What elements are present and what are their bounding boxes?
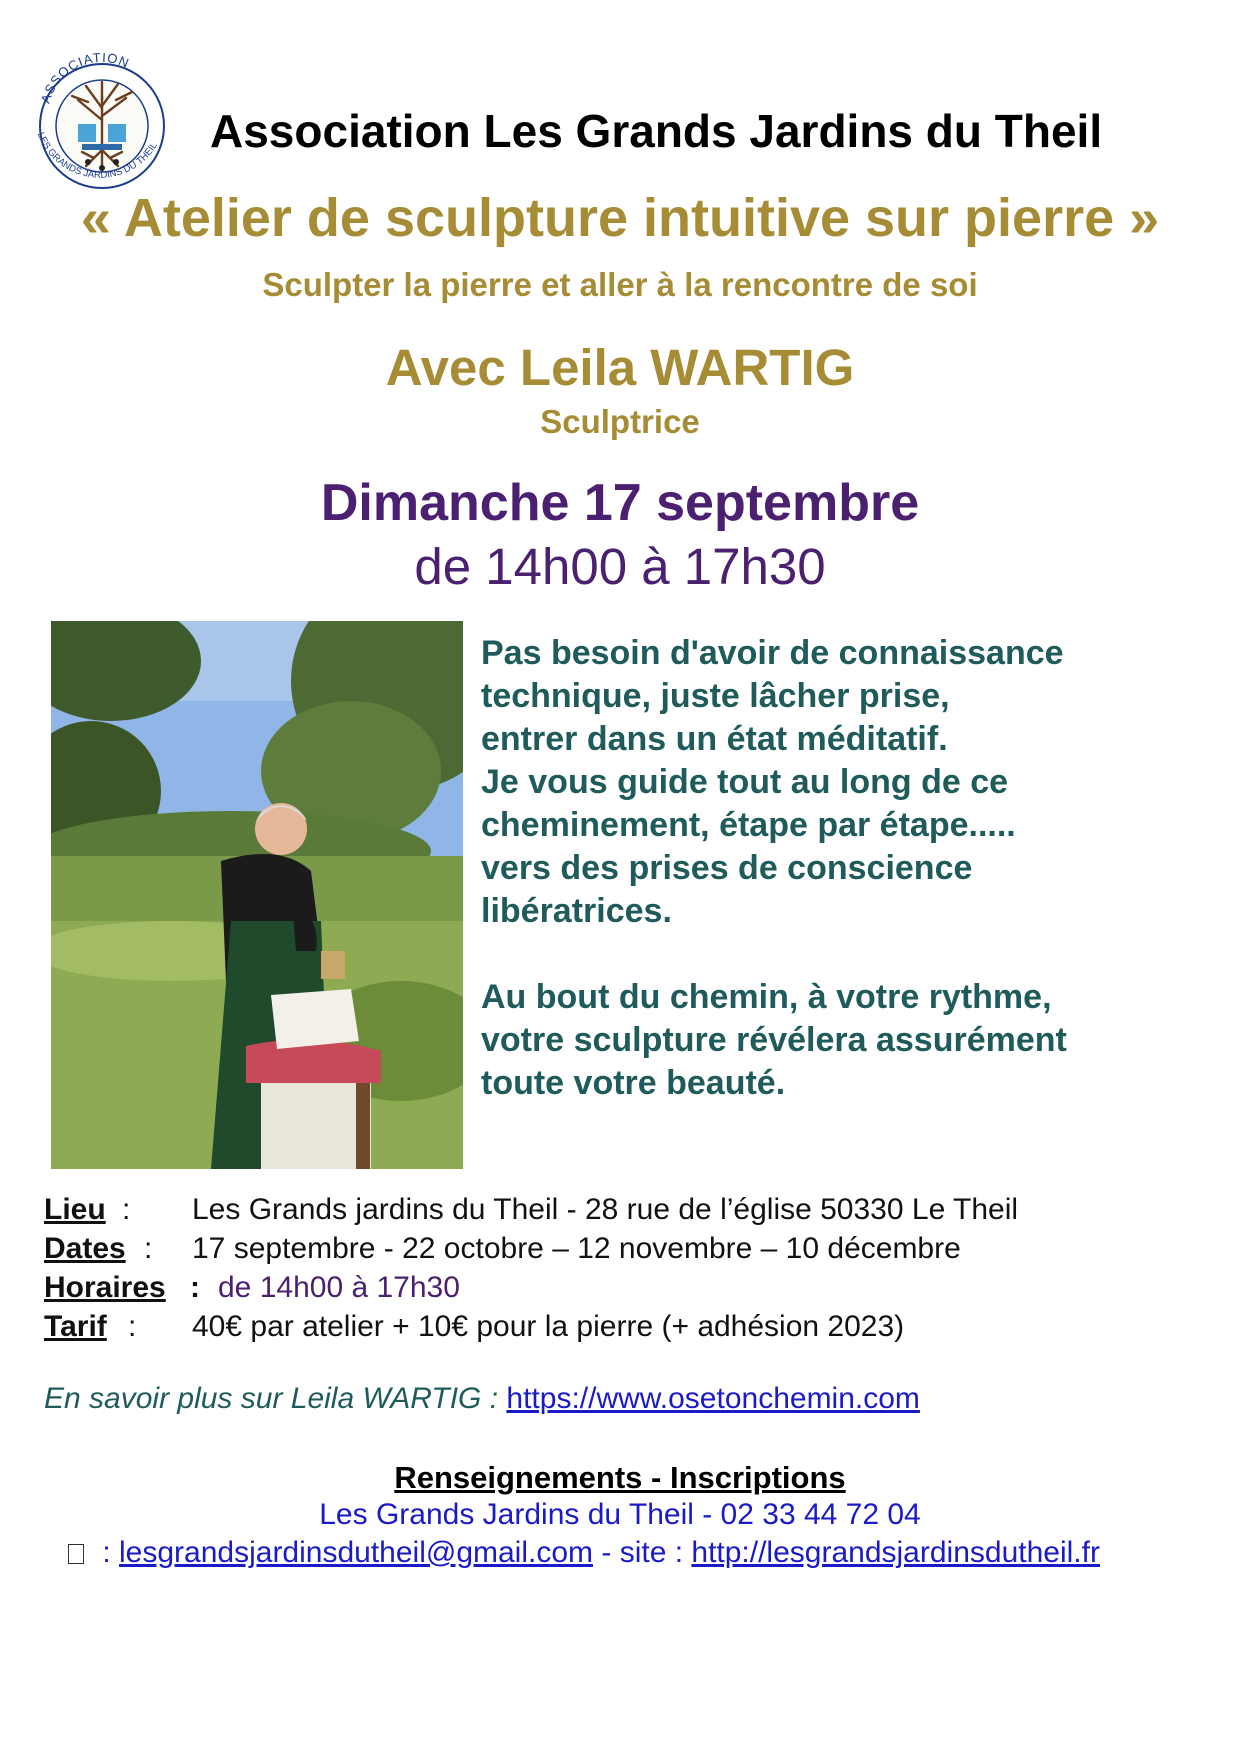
dates-colon: : bbox=[144, 1232, 153, 1265]
site-separator: - site : bbox=[593, 1536, 692, 1569]
horaires-colon: : bbox=[190, 1271, 200, 1304]
artist-name: Avec Leila WARTIG bbox=[385, 339, 855, 396]
description-line: Au bout du chemin, à votre rythme, bbox=[481, 978, 1052, 1016]
tarif-value: 40€ par atelier + 10€ pour la pierre (+ adhésion 2023) bbox=[192, 1310, 905, 1343]
association-logo bbox=[26, 40, 176, 200]
event-time: de 14h00 à 17h30 bbox=[414, 538, 826, 595]
description-line: technique, juste lâcher prise, bbox=[481, 677, 950, 715]
logo-text-bottom: LES GRANDS JARDINS DU THEIL bbox=[34, 130, 160, 181]
lieu-label: Lieu bbox=[44, 1193, 106, 1226]
sculptor-photo bbox=[51, 621, 463, 1169]
more-info-label: En savoir plus sur Leila WARTIG : bbox=[44, 1382, 507, 1415]
description-line: entrer dans un état méditatif. bbox=[481, 720, 948, 758]
horaires-label: Horaires bbox=[44, 1271, 166, 1304]
description-line: Pas besoin d'avoir de connaissance bbox=[481, 634, 1064, 672]
site-link[interactable]: http://lesgrandsjardinsdutheil.fr bbox=[691, 1536, 1100, 1569]
description-line: votre sculpture révélera assurément bbox=[481, 1021, 1067, 1059]
dates-value: 17 septembre - 22 octobre – 12 novembre – 10 décembre bbox=[192, 1232, 961, 1265]
description-line: vers des prises de conscience bbox=[481, 849, 973, 887]
event-title: « Atelier de sculpture intuitive sur pierre » bbox=[80, 188, 1160, 248]
lieu-value: Les Grands jardins du Theil - 28 rue de l’église 50330 Le Theil bbox=[192, 1193, 1019, 1226]
event-date: Dimanche 17 septembre bbox=[320, 474, 920, 532]
logo-text-top: ASSOCIATION bbox=[37, 49, 132, 105]
event-subtitle: Sculpter la pierre et aller à la rencontre de soi bbox=[262, 266, 978, 303]
description-line: Je vous guide tout au long de ce bbox=[481, 763, 1009, 801]
email-prefix: : bbox=[94, 1536, 120, 1569]
horaires-value: de 14h00 à 17h30 bbox=[218, 1271, 460, 1304]
contact-title: Renseignements - Inscriptions bbox=[394, 1460, 846, 1495]
artist-role: Sculptrice bbox=[540, 403, 700, 440]
email-icon bbox=[68, 1544, 84, 1564]
email-link[interactable]: lesgrandsjardinsdutheil@gmail.com bbox=[119, 1536, 594, 1569]
lieu-colon: : bbox=[122, 1193, 131, 1226]
contact-phone-line: Les Grands Jardins du Theil - 02 33 44 72 04 bbox=[319, 1498, 921, 1531]
description-line: cheminement, étape par étape..... bbox=[481, 806, 1016, 844]
description-line: libératrices. bbox=[481, 892, 672, 930]
artist-website-link[interactable]: https://www.osetonchemin.com bbox=[506, 1382, 920, 1415]
association-title: Association Les Grands Jardins du Theil bbox=[210, 105, 1103, 157]
description-line: toute votre beauté. bbox=[481, 1064, 786, 1102]
dates-label: Dates bbox=[44, 1232, 126, 1265]
contact-links-line bbox=[68, 1536, 1100, 1570]
description bbox=[481, 632, 1201, 1105]
more-info-line bbox=[44, 1382, 920, 1416]
tarif-label: Tarif bbox=[44, 1310, 107, 1343]
tarif-colon: : bbox=[128, 1310, 137, 1343]
